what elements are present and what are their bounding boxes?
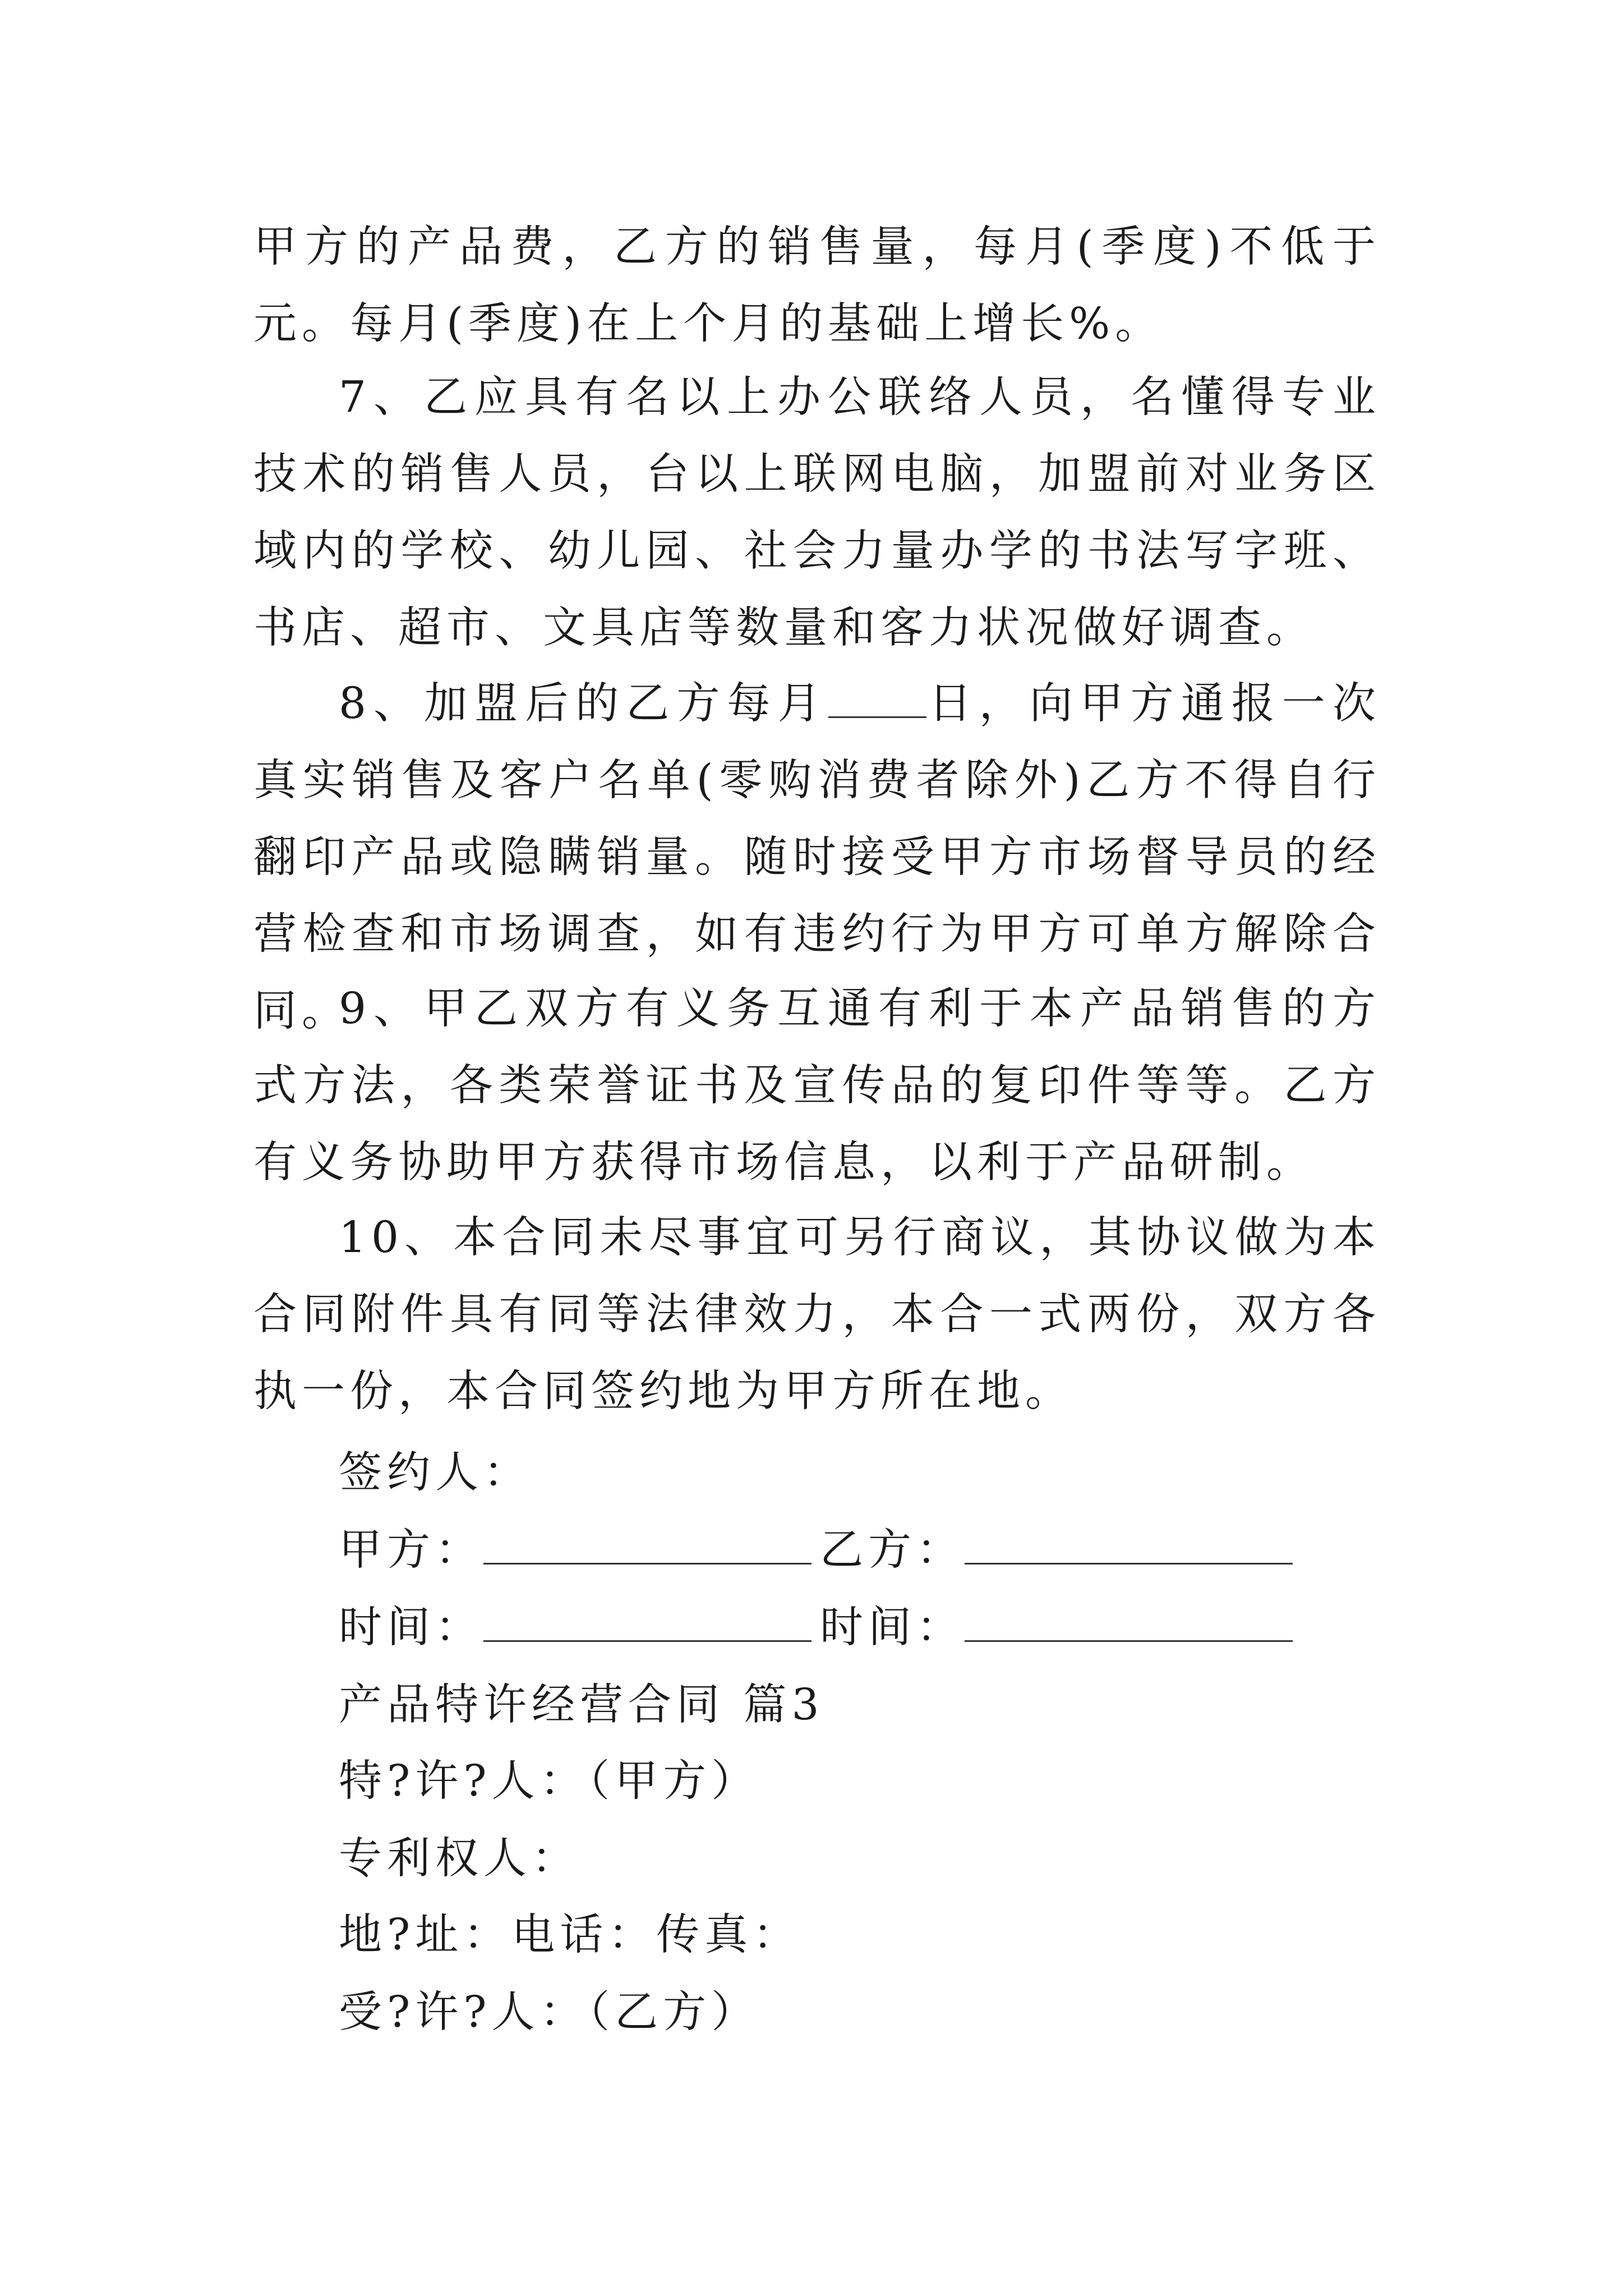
field-licensee: 受?许?人：（乙方） (339, 1987, 760, 2037)
paragraph-text: 7、乙应具有名以上办公联络人员，名懂得专业技术的销售人员，台以上联网电脑，加盟前对业务区域内的学校、幼儿园、社会力量办学的书法写字班、书店、超市、文具店等数量和客力状况做好调查。 (253, 372, 1381, 653)
section-title: 产品特许经营合同 篇3 (339, 1680, 824, 1730)
signature-time-a-row (339, 1600, 811, 1656)
field-address-contact: 地?址：电话：传真： (339, 1910, 801, 1960)
paragraph-text: 10、本合同未尽事宜可另行商议，其协议做为本合同附件具有同等法律效力，本合一式两份，双方各执一份，本合同签约地为甲方所在地。 (253, 1213, 1381, 1416)
field-licensor: 特?许?人：（甲方） (339, 1756, 760, 1806)
time-a-label: 时间： (339, 1603, 483, 1653)
signature-party-b-row (820, 1522, 1293, 1579)
paragraph-text-prefix: 8、加盟后的乙方每月 (339, 679, 828, 729)
party-b-label: 乙方： (820, 1525, 965, 1575)
time-b-line (965, 1601, 1293, 1642)
paragraph-clause-7 (253, 359, 1381, 666)
paragraph-text: 甲方的产品费，乙方的销售量，每月(季度)不低于元。每月(季度)在上个月的基础上增长%。 (253, 222, 1381, 349)
time-a-line (483, 1601, 811, 1642)
paragraph-text-suffix: 日，向甲方通报一次真实销售及客户名单(零购消费者除外)乙方不得自行翻印产品或隐瞒销量。随时接受甲方市场督导员的经营检查和市场调查，如有违约行为甲方可单方解除合同。 (253, 679, 1381, 1036)
blank-underline (828, 677, 926, 718)
party-a-label: 甲方： (339, 1525, 483, 1575)
paragraph-clause-9 (253, 970, 1381, 1201)
field-patentee: 专利权人： (339, 1834, 580, 1884)
signature-time-b-row (820, 1600, 1293, 1656)
signature-party-a-row (339, 1522, 811, 1579)
paragraph-continuation (253, 209, 1381, 362)
paragraph-text: 9、甲乙双方有义务互通有利于本产品销售的方式方法，各类荣誉证书及宣传品的复印件等等。乙方有义务协助甲方获得市场信息，以利于产品研制。 (253, 984, 1381, 1188)
party-b-signature-line (965, 1524, 1293, 1565)
party-a-signature-line (483, 1524, 811, 1565)
time-b-label: 时间： (820, 1603, 965, 1653)
paragraph-clause-10 (253, 1199, 1381, 1430)
signature-heading: 签约人： (339, 1448, 532, 1498)
